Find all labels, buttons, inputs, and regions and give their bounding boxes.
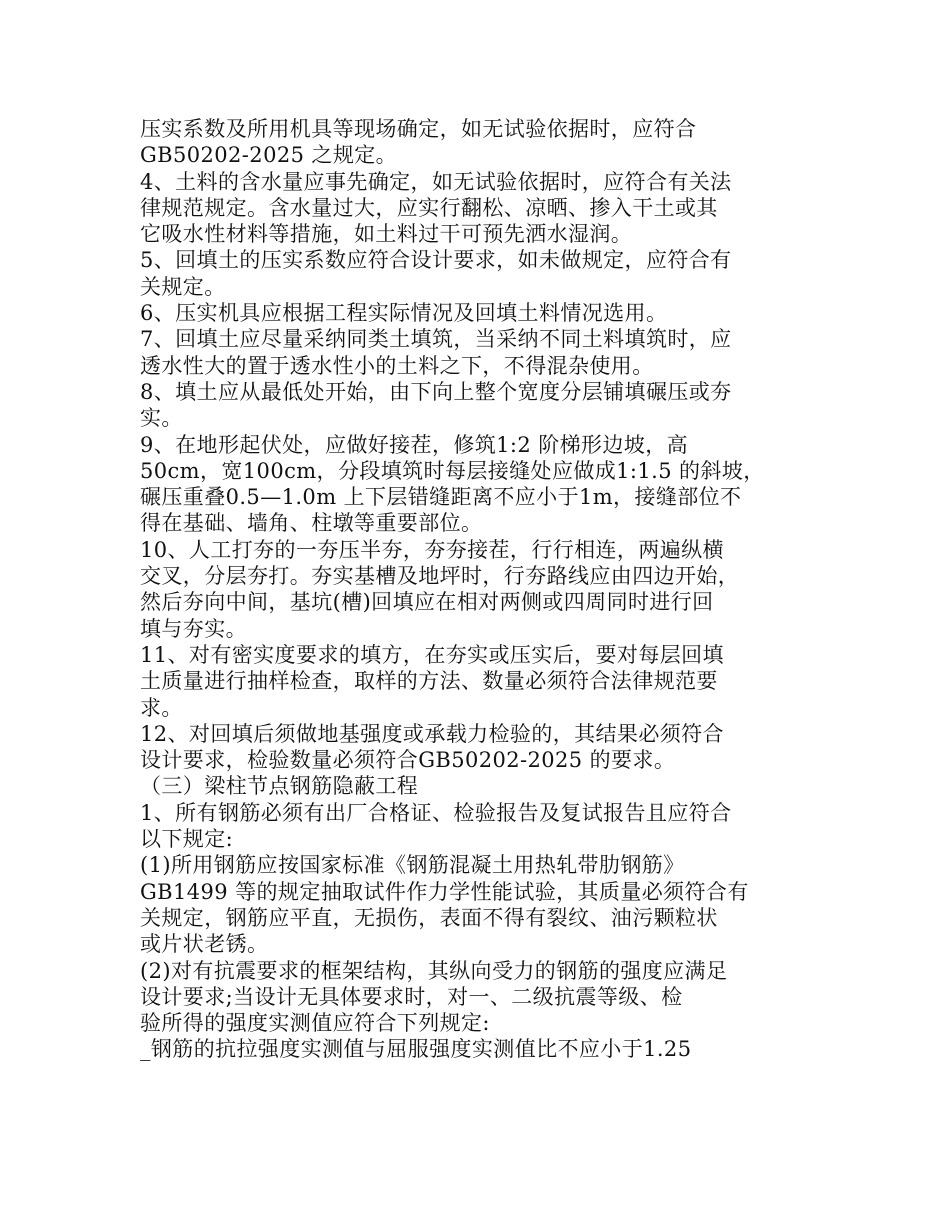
text-line: 8、填土应从最低处开始，由下向上整个宽度分层铺填碾压或夯 [140, 379, 732, 404]
text-line: 5、回填土的压实系数应符合设计要求，如未做规定，应符合有 [140, 248, 732, 273]
text-line: 碾压重叠0.5—1.0m 上下层错缝距离不应小于1m，接缝部位不 [140, 485, 742, 510]
text-line: _钢筋的抗拉强度实测值与屈服强度实测值比不应小于1.25 [140, 1037, 692, 1062]
document-body [140, 116, 820, 1063]
text-line: 关规定。 [140, 274, 226, 299]
text-line: 求。 [140, 695, 183, 720]
text-line: 10、人工打夯的一夯压半夯，夯夯接茬，行行相连，两遍纵横 [140, 537, 724, 562]
text-line: 关规定，钢筋应平直，无损伤，表面不得有裂纹、油污颗粒状 [140, 905, 718, 930]
text-line: 实。 [140, 406, 183, 431]
text-line: 律规范规定。含水量过大，应实行翻松、凉晒、掺入干土或其 [140, 195, 718, 220]
text-line: 设计要求;当设计无具体要求时，对一、二级抗震等级、检 [140, 984, 683, 1009]
text-line: 或片状老锈。 [140, 932, 269, 957]
text-line: 7、回填土应尽量采纳同类土填筑，当采纳不同土料填筑时，应 [140, 327, 732, 352]
text-line: 土质量进行抽样检查，取样的方法、数量必须符合法律规范要 [140, 669, 718, 694]
text-line: (2)对有抗震要求的框架结构，其纵向受力的钢筋的强度应满足 [140, 958, 728, 983]
text-line: 透水性大的置于透水性小的土料之下，不得混杂使用。 [140, 353, 654, 378]
text-line: GB50202-2025 之规定。 [140, 143, 398, 168]
text-line: 得在基础、墙角、柱墩等重要部位。 [140, 511, 483, 536]
text-line: 50cm，宽100cm，分段填筑时每层接缝处应做成1:1.5 的斜坡， [140, 458, 765, 483]
text-line: 4、土料的含水量应事先确定，如无试验依据时，应符合有关法 [140, 169, 732, 194]
text-line: GB1499 等的规定抽取试件作力学性能试验，其质量必须符合有 [140, 879, 749, 904]
text-line: (1)所用钢筋应按国家标准《钢筋混凝土用热轧带肋钢筋》 [140, 853, 685, 878]
text-line: 6、压实机具应根据工程实际情况及回填土料情况选用。 [140, 301, 668, 326]
text-line: 11、对有密实度要求的填方，在夯实或压实后，要对每层回填 [140, 642, 724, 667]
text-line: 设计要求，检验数量必须符合GB50202-2025 的要求。 [140, 748, 676, 773]
text-line: 它吸水性材料等措施，如土料过干可预先洒水湿润。 [140, 222, 633, 247]
text-line: 9、在地形起伏处，应做好接茬，修筑1:2 阶梯形边坡，高 [140, 432, 689, 457]
text-line: 12、对回填后须做地基强度或承载力检验的，其结果必须符合 [140, 721, 724, 746]
text-line: 填与夯实。 [140, 616, 247, 641]
text-line: 压实系数及所用机具等现场确定，如无试验依据时，应符合 [140, 117, 697, 141]
text-line: 验所得的强度实测值应符合下列规定: [140, 1011, 490, 1036]
text-line: 1、所有钢筋必须有出厂合格证、检验报告及复试报告且应符合 [140, 800, 732, 825]
text-line: 然后夯向中间，基坑(槽)回填应在相对两侧或四周同时进行回 [140, 590, 714, 615]
text-line: 以下规定: [140, 827, 234, 852]
text-line: （三）梁柱节点钢筋隐蔽工程 [140, 774, 419, 799]
text-line: 交叉，分层夯打。夯实基槽及地坪时，行夯路线应由四边开始， [140, 564, 740, 589]
